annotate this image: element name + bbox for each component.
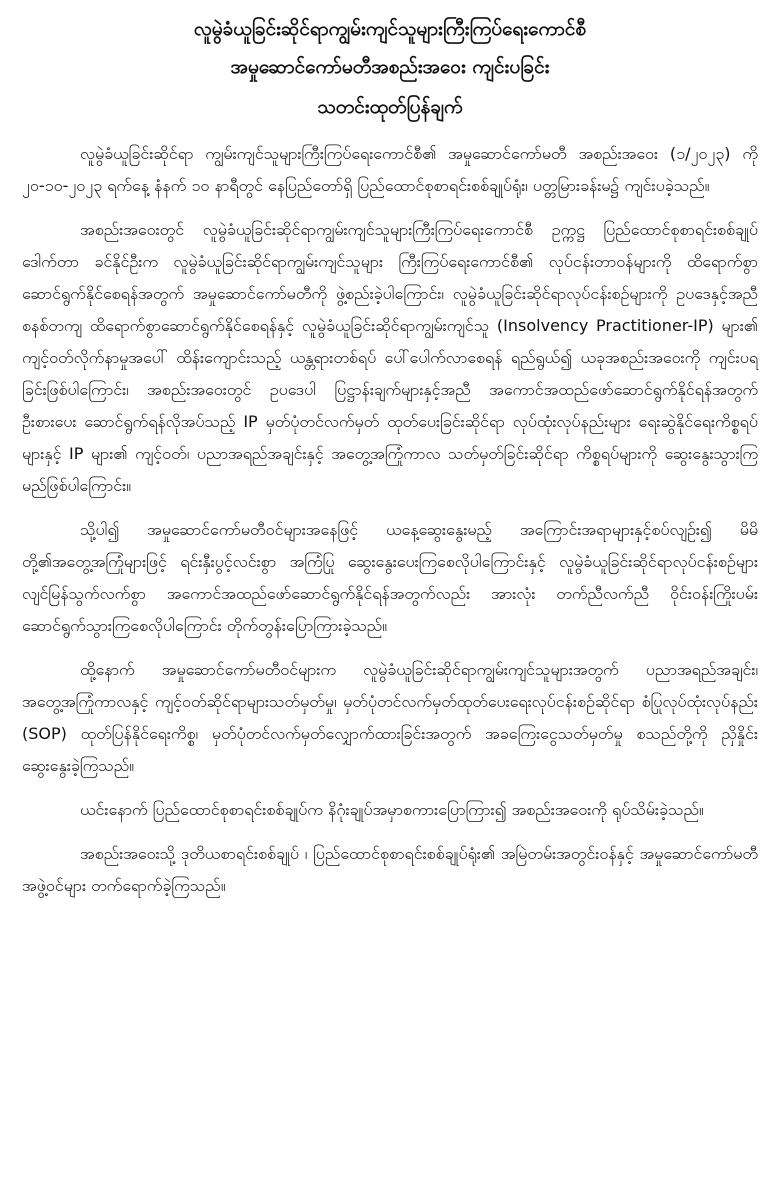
press-release-heading: သတင်းထုတ်ပြန်ချက် (317, 96, 463, 118)
paragraph-closing: ယင်းနောက် ပြည်ထောင်စုစာရင်းစစ်ချုပ်က နိဂုံးချုပ်အမှာစကားပြောကြား၍ အစည်းအဝေးကို ရုပ်သိမ်းခဲ့သည်။ (80, 800, 704, 819)
council-title: လူမွဲခံယူခြင်းဆိုင်ရာကျွမ်းကျင်သူများကြီးကြပ်ရေးကောင်စီ (193, 18, 587, 40)
paragraph-meeting-held: လူမွဲခံယူခြင်းဆိုင်ရာ ကျွမ်းကျင်သူများကြီးကြပ်ရေးကောင်စီ၏ အမှုဆောင်ကော်မတီ အစည်းအဝေး (၁/၂၀၂၃) ကို ၂၀-၁၀-၂၀၂၃ ရက်နေ့ နံနက် ၁၀ နာရီတွင် နေပြည်တော်ရှိ ပြည်ထောင်စုစာရင်းစစ်ချုပ်ရုံး၊ ပတ္တမြားခန်းမ၌ ကျင်းပခဲ့သည်။ (22, 144, 758, 195)
paragraph-members-urged: သို့ပါ၍ အမှုဆောင်ကော်မတီဝင်များအနေဖြင့် ယနေ့ဆွေးနွေးမည့် အကြောင်းအရာများနှင့်စပ်လျဉ်း၍ မိမိတို့၏အတွေ့အကြုံများဖြင့် ရင်းနှီးပွင့်လင်းစွာ အကြံပြု ဆွေးနွေးပေးကြစေလိုပါကြောင်းနှင့် လူမွဲခံယူခြင်းဆိုင်ရာလုပ်ငန်းစဉ်များ လျင်မြန်သွက်လက်စွာ အကောင်အထည်ဖော်ဆောင်ရွက်နိုင်ရန်အတွက်လည်း အားလုံး တက်ညီလက်ညီ ဝိုင်းဝန်းကြိုးပမ်းဆောင်ရွက်သွားကြစေလိုပါကြောင်း တိုက်တွန်းပြောကြားခဲ့သည်။ (22, 520, 758, 635)
paragraph-discussion: ထို့နောက် အမှုဆောင်ကော်မတီဝင်များက လူမွဲခံယူခြင်းဆိုင်ရာကျွမ်းကျင်သူများအတွက် ပညာအရည်အချင်း၊ အတွေ့အကြုံကာလနှင့် ကျင့်ဝတ်ဆိုင်ရာများသတ်မှတ်မှု၊ မှတ်ပုံတင်လက်မှတ်ထုတ်ပေးရေးလုပ်ငန်းစဉ်ဆိုင်ရာ စံပြုလုပ်ထုံးလုပ်နည်း (SOP) ထုတ်ပြန်နိုင်ရေးကိစ္စ၊ မှတ်ပုံတင်လက်မှတ်လျှောက်ထားခြင်းအတွက် အခကြေးငွေသတ်မှတ်မှု စသည်တို့ကို ညှိနှိုင်းဆွေးနွေးခဲ့ကြသည်။ (22, 660, 758, 775)
paragraph-attendees: အစည်းအဝေးသို့ ဒုတိယစာရင်းစစ်ချုပ် ၊ ပြည်ထောင်စုစာရင်းစစ်ချုပ်ရုံး၏ အမြဲတမ်းအတွင်းဝန်နှင့် အမှုဆောင်ကော်မတီအဖွဲ့ဝင်များ တက်ရောက်ခဲ့ကြသည်။ (22, 844, 758, 895)
paragraph-chair-speech: အစည်းအဝေးတွင် လူမွဲခံယူခြင်းဆိုင်ရာကျွမ်းကျင်သူများကြီးကြပ်ရေးကောင်စီ ဥက္ကဋ္ဌ ပြည်ထောင်စုစာရင်းစစ်ချုပ် ဒေါက်တာ ခင်နိုင်ဦးက လူမွဲခံယူခြင်းဆိုင်ရာကျွမ်းကျင်သူများ ကြီးကြပ်ရေးကောင်စီ၏ လုပ်ငန်းတာဝန်များကို ထိရောက်စွာဆောင်ရွက်နိုင်စေရန်အတွက် အမှုဆောင်ကော်မတီကို ဖွဲ့စည်းခဲ့ပါကြောင်း၊ လူမွဲခံယူခြင်းဆိုင်ရာလုပ်ငန်းစဉ်များကို ဥပဒေနှင့်အညီ စနစ်တကျ ထိရောက်စွာဆောင်ရွက်နိုင်စေရန်နှင့် လူမွဲခံယူခြင်းဆိုင်ရာကျွမ်းကျင်သူ (Insolvency Practitioner-IP) များ၏ ကျင့်ဝတ်လိုက်နာမှုအပေါ် ထိန်းကျောင်းသည့် ယန္တရားတစ်ရပ် ပေါ်ပေါက်လာစေရန် ရည်ရွယ်၍ ယခုအစည်းအဝေးကို ကျင်းပရခြင်းဖြစ်ပါကြောင်း၊ အစည်းအဝေးတွင် ဥပဒေပါ ပြဋ္ဌာန်းချက်များနှင့်အညီ အကောင်အထည်ဖော်ဆောင်ရွက်နိုင်ရန်အတွက် ဦးစားပေး ဆောင်ရွက်ရန်လိုအပ်သည့် IP မှတ်ပုံတင်လက်မှတ် ထုတ်ပေးခြင်းဆိုင်ရာ လုပ်ထုံးလုပ်နည်းများ ရေးဆွဲနိုင်ရေးကိစ္စရပ်များနှင့် IP များ၏ ကျင့်ဝတ်၊ ပညာအရည်အချင်းနှင့် အတွေ့အကြုံကာလ သတ်မှတ်ခြင်းဆိုင်ရာ ကိစ္စရပ်များကို ဆွေးနွေးသွားကြမည်ဖြစ်ပါကြောင်း။ (22, 220, 758, 495)
meeting-title: အမှုဆောင်ကော်မတီအစည်းအဝေး ကျင်းပခြင်း (230, 56, 550, 78)
